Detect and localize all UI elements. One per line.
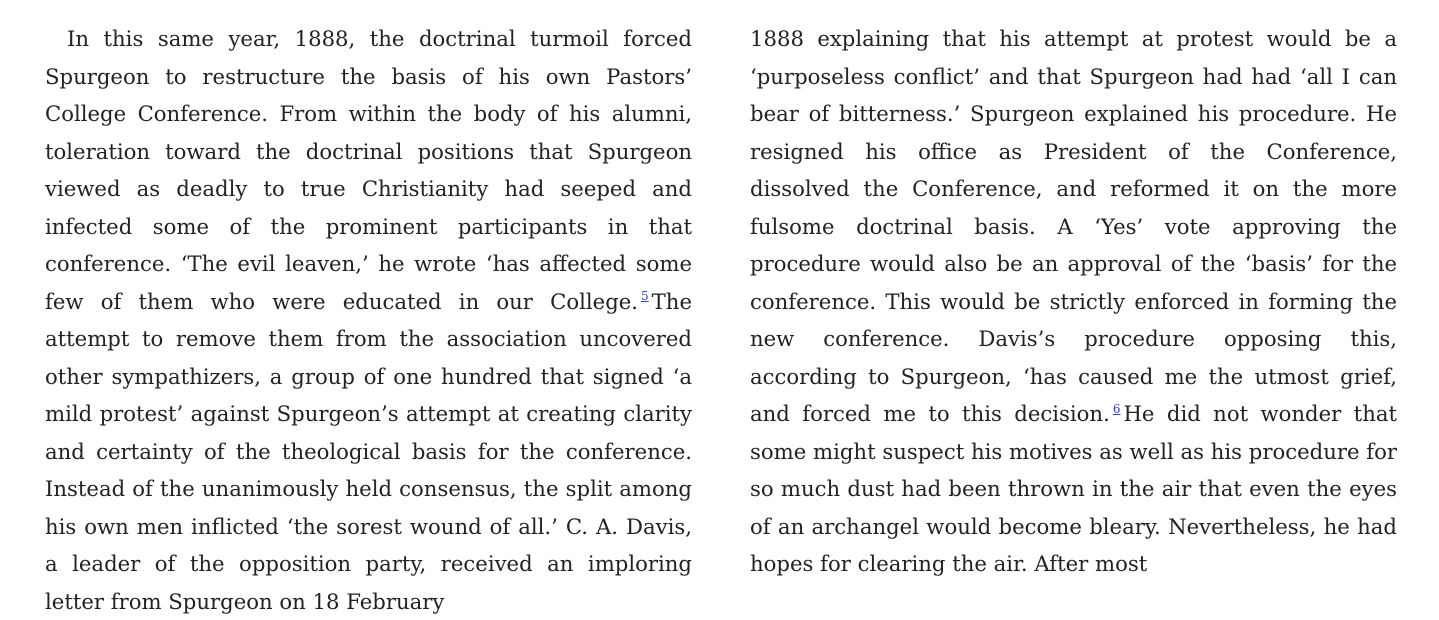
footnote-link-6[interactable]: 6 [1112, 401, 1121, 416]
right-text-part1: 1888 explaining that his attempt at protest would be a ‘purposeless conflict’ and that Spurgeon had had ‘all I can bear of bitterness.’ Spurgeon explained his procedure. He resigned his office as President of the Conference, dissolved the Conference, and reformed it on the more fulsome doctrinal basis. A ‘Yes’ vote approving the procedure would also be an approval of the ‘basis’ for the conference. This would be strictly enforced in forming the new conference. Davis’s procedure opposing this, according to Spurgeon, ‘has caused me the utmost grief, and forced me to this decision. [750, 26, 1397, 426]
left-text-part1: In this same year, 1888, the doctrinal turmoil forced Spurgeon to restructure the basis of his own Pastors’ College Conference. From within the body of his alumni, toleration toward the doctrinal positions that Spurgeon viewed as deadly to true Christianity had seeped and infected some of the prominent participants in that conference. ‘The evil leaven,’ he wrote ‘has affected some few of them who were educated in our College. [45, 26, 692, 314]
left-column [45, 20, 692, 620]
footnote-link-5[interactable]: 5 [641, 289, 649, 304]
right-paragraph [750, 20, 1397, 583]
right-text-part2: He did not wonder that some might suspect his motives as well as his procedure for so much dust had been thrown in the air that even the eyes of an archangel would become bleary. Nevertheless, he had hopes for clearing the air. After most [750, 401, 1397, 576]
book-page [45, 20, 1397, 620]
left-text-part2: The attempt to remove them from the association uncovered other sympathizers, a group of one hundred that signed ‘a mild protest’ against Spurgeon’s attempt at creating clarity and certainty of the theological basis for the conference. Instead of the unanimously held consensus, the split among his own men inflicted ‘the sorest wound of all.’ C. A. Davis, a leader of the opposition party, received an imploring letter from Spurgeon on 18 February [45, 288, 692, 614]
left-paragraph [45, 20, 692, 620]
right-column [750, 20, 1397, 620]
